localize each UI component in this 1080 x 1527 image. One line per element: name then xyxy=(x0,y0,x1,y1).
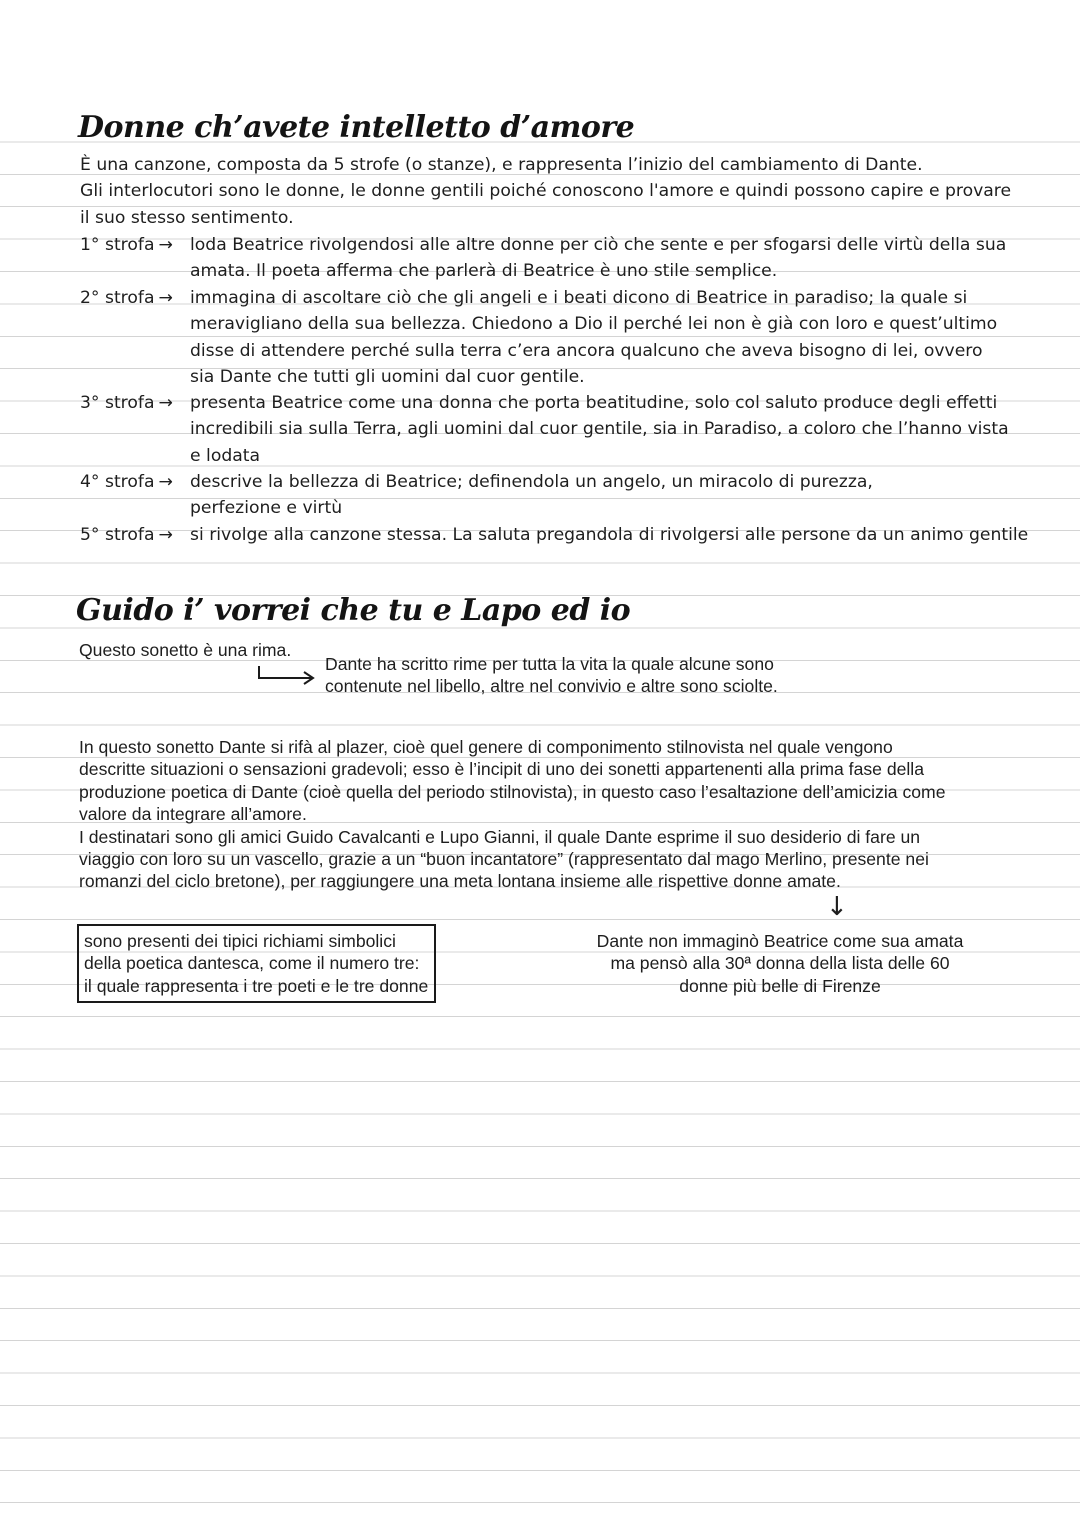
strofa-1-body xyxy=(190,232,1050,285)
strofa-line: immagina di ascoltare ciò che gli angeli e i beati dicono di Beatrice in paradiso; la quale si xyxy=(190,288,968,308)
paragraph-line: In questo sonetto Dante si rifà al plazer, cioè quel genere di componimento stilnovista nel quale vengono xyxy=(79,737,893,757)
intro-line: il suo stesso sentimento. xyxy=(80,207,294,228)
strofa-label-text: 2° strofa xyxy=(80,288,155,308)
section1-intro xyxy=(80,152,1011,231)
strofa-3-label xyxy=(80,390,173,416)
strofa-label-text: 3° strofa xyxy=(80,393,155,413)
strofa-label-text: 1° strofa xyxy=(80,235,155,255)
strofa-line: disse di attendere perché sulla terra c’era ancora qualcuno che aveva bisogno di lei, ovvero xyxy=(190,340,983,361)
strofa-5-label xyxy=(80,522,173,548)
strofa-label-text: 5° strofa xyxy=(80,525,155,545)
intro-line: Gli interlocutori sono le donne, le donne gentili poiché conoscono l'amore e quindi possono capire e provare xyxy=(80,181,1012,202)
hooked-arrow-icon xyxy=(256,664,318,686)
strofa-5-body xyxy=(190,522,1050,548)
paragraph-line: valore da integrare all’amore. xyxy=(79,804,307,825)
strofa-2-body xyxy=(190,285,1050,391)
right-arrow-icon: → xyxy=(158,472,173,492)
paragraph-line: I destinatari sono gli amici Guido Cavalcanti e Lupo Gianni, il quale Dante esprime il suo desiderio di fare un xyxy=(79,826,921,847)
strofa-line: perfezione e virtù xyxy=(190,498,343,519)
note-line: contenute nel libello, altre nel convivio e altre sono sciolte. xyxy=(325,676,778,697)
rima-line: Questo sonetto è una rima. xyxy=(79,640,292,660)
right-arrow-icon: → xyxy=(158,525,173,545)
intro-line: È una canzone, composta da 5 strofe (o stanze), e rappresenta l’inizio del cambiamento di Dante. xyxy=(80,155,923,175)
strofa-line: meravigliano della sua bellezza. Chiedono a Dio il perché lei non è già con loro e quest’ultimo xyxy=(190,314,998,335)
strofa-line: sia Dante che tutti gli uomini dal cuor gentile. xyxy=(190,367,585,388)
right-arrow-icon: → xyxy=(158,235,173,255)
strofa-3-body xyxy=(190,390,1050,469)
note-line: Dante ha scritto rime per tutta la vita la quale alcune sono xyxy=(325,654,774,674)
strofa-2-label xyxy=(80,285,173,311)
boxed-line: sono presenti dei tipici richiami simbolici xyxy=(84,931,396,951)
paragraph-line: descritte situazioni o sensazioni gradevoli; esso è l’incipit di uno dei sonetti appartenenti alla prima fase della xyxy=(79,759,924,780)
right-arrow-icon: → xyxy=(158,288,173,308)
strofa-1-label xyxy=(80,232,173,258)
side-note-line: Dante non immaginò Beatrice come sua amata xyxy=(596,931,964,951)
strofa-line: incredibili sia sulla Terra, agli uomini dal cuor gentile, sia in Paradiso, a coloro che l’hanno vista xyxy=(190,419,1009,440)
strofa-line: presenta Beatrice come una donna che porta beatitudine, solo col saluto produce degli effetti xyxy=(190,393,998,413)
section2-paragraph xyxy=(79,736,946,893)
strofa-line: loda Beatrice rivolgendosi alle altre donne per ciò che sente e per sfogarsi delle virtù della sua xyxy=(190,235,1007,255)
paragraph-line: viaggio con loro su un vascello, grazie a un “buon incantatore” (rappresentato dal mago Merlino, presente nei xyxy=(79,849,929,870)
down-arrow-icon: ↓ xyxy=(826,892,848,922)
boxed-line: della poetica dantesca, come il numero tre: xyxy=(84,953,420,974)
strofa-line: descrive la bellezza di Beatrice; definendola un angelo, un miracolo di purezza, xyxy=(190,472,873,492)
strofa-line: amata. Il poeta afferma che parlerà di Beatrice è uno stile semplice. xyxy=(190,261,778,282)
section2-title: Guido i’ vorrei che tu e Lapo ed io xyxy=(76,593,631,628)
side-note-line: ma pensò alla 30ª donna della lista delle 60 xyxy=(610,953,950,974)
boxed-line: il quale rappresenta i tre poeti e le tre donne xyxy=(84,975,429,996)
side-note-line: donne più belle di Firenze xyxy=(679,975,881,996)
strofa-line: si rivolge alla canzone stessa. La saluta pregandola di rivolgersi alle persone da un animo gentile xyxy=(190,525,1029,545)
rima-note xyxy=(325,653,778,698)
paragraph-line: produzione poetica di Dante (cioè quella del periodo stilnovista), in questo caso l’esaltazione dell’amicizia come xyxy=(79,781,946,802)
paragraph-line: romanzi del ciclo bretone), per raggiungere una meta lontana insieme alle rispettive donne amate. xyxy=(79,871,841,892)
strofa-label-text: 4° strofa xyxy=(80,472,155,492)
side-note xyxy=(570,930,990,997)
strofa-line: e lodata xyxy=(190,445,261,466)
right-arrow-icon: → xyxy=(158,393,173,413)
section1-title: Donne ch’avete intelletto d’amore xyxy=(78,110,635,145)
boxed-note xyxy=(77,924,436,1003)
strofa-4-label xyxy=(80,469,173,495)
strofa-4-body xyxy=(190,469,1050,522)
